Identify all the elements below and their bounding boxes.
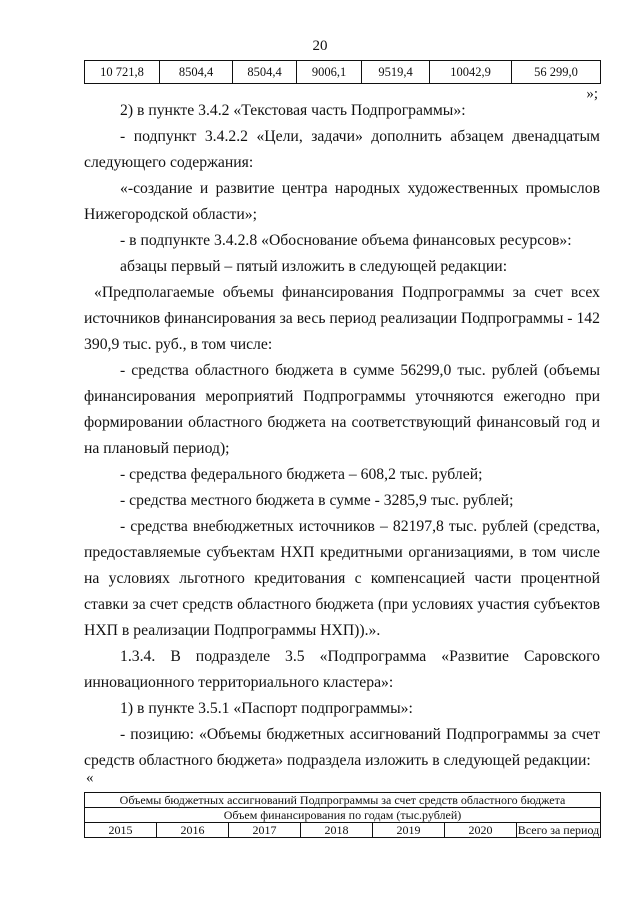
total-header: Всего за период [517,823,600,837]
year-header: 2016 [157,823,229,838]
paragraph: «-создание и развитие центра народных художественных промыслов Нижегородской области»; [84,180,600,223]
year-header: 2015 [85,823,157,838]
paragraph: 2) в пункте 3.4.2 «Текстовая часть Подпрограммы»: [120,102,466,119]
table-row [85,61,601,84]
year-header: 2018 [301,823,373,838]
paragraph: - средства федерального бюджета – 608,2 тыс. рублей; [120,466,483,483]
paragraph: - средства областного бюджета в сумме 56299,0 тыс. рублей (объемы финансирования мероприятий Подпрограммы уточняются ежегодно при формировании областного бюджета на соответствующий финансовый год и на плановый период); [84,362,600,457]
year-header: 2017 [229,823,301,838]
paragraph: «Предполагаемые объемы финансирования Подпрограммы за счет всех источников финансирования за весь период реализации Подпрограммы - 142 390,9 тыс. руб., в том числе: [84,284,600,353]
table-cell: 56 299,0 [512,61,601,84]
table-row [85,808,601,823]
year-header: 2020 [445,823,517,838]
paragraph: 1) в пункте 3.5.1 «Паспорт подпрограммы»: [120,700,413,717]
paragraph: - позицию: «Объемы бюджетных ассигнований Подпрограммы за счет средств областного бюджета» подраздела изложить в следующей редакции: [84,726,600,769]
table-cell: 8504,4 [160,61,233,84]
paragraph: - в подпункте 3.4.2.8 «Обоснование объема финансовых ресурсов»: [120,232,572,249]
document-body [84,98,600,774]
table-cell: 10 721,8 [85,61,160,84]
table-cell: 10042,9 [430,61,512,84]
paragraph: - средства местного бюджета в сумме - 3285,9 тыс. рублей; [120,492,514,509]
table-cell: 8504,4 [233,61,297,84]
budget-allocation-table [84,792,601,838]
table-cell: 9006,1 [297,61,362,84]
closing-quote: »; [586,86,598,102]
table-subtitle: Объем финансирования по годам (тыс.рублей) [85,808,601,823]
table-cell: 9519,4 [362,61,430,84]
page-number: 20 [312,38,328,54]
paragraph: - средства внебюджетных источников – 82197,8 тыс. рублей (средства, предоставляемые субъектам НХП кредитными организациями, в том числе на условиях льготного кредитования с компенсацией части процентной ставки за счет средств областного бюджета (при условиях участия субъектов НХП в реализации Подпрограммы НХП)).». [84,518,600,639]
opening-quote: « [86,770,94,786]
paragraph: абзацы первый – пятый изложить в следующей редакции: [120,258,508,275]
funding-values-table [84,60,601,84]
table-row [85,823,601,838]
paragraph: 1.3.4. В подразделе 3.5 «Подпрограмма «Развитие Саровского инновационного территориального кластера»: [84,648,600,691]
table-row [85,793,601,808]
table-title: Объемы бюджетных ассигнований Подпрограммы за счет средств областного бюджета [85,793,601,808]
paragraph: - подпункт 3.4.2.2 «Цели, задачи» дополнить абзацем двенадцатым следующего содержания: [84,128,600,171]
year-header: 2019 [373,823,445,838]
